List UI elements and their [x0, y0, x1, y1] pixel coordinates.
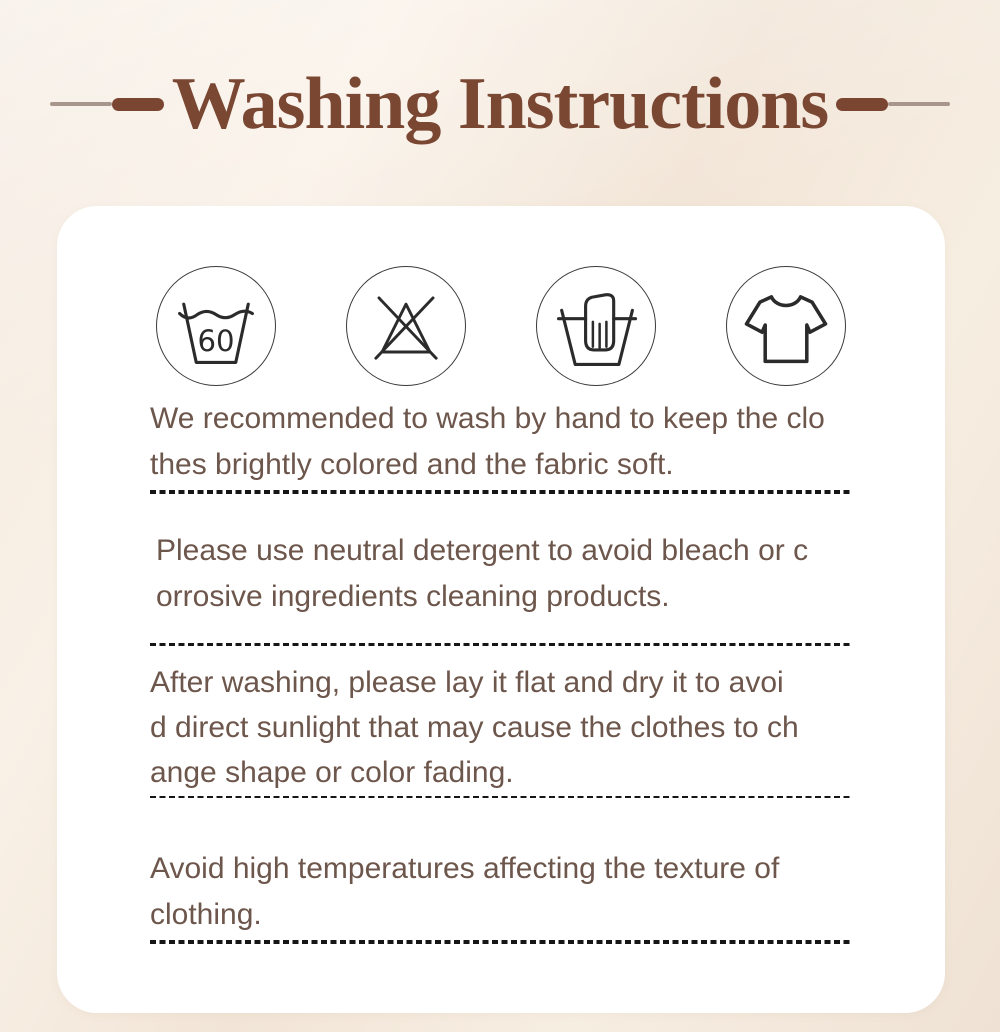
instruction-line: d direct sunlight that may cause the clothes to ch	[150, 710, 799, 744]
instruction-line: thes brightly colored and the fabric soft.	[150, 448, 674, 481]
instruction-line: orrosive ingredients cleaning products.	[156, 580, 670, 613]
wash-temperature-label: 60	[197, 323, 235, 358]
dashed-separator	[150, 796, 852, 799]
left-dash-bar	[112, 98, 164, 111]
title-right-decoration	[836, 98, 950, 111]
instruction-paragraph	[150, 528, 852, 620]
do-not-bleach-icon	[346, 266, 466, 386]
dashed-separator	[150, 940, 852, 944]
instruction-line: We recommended to wash by hand to keep the clo	[150, 402, 825, 435]
instruction-line: Please use neutral detergent to avoid bleach or c	[156, 534, 809, 567]
hand-wash-icon	[536, 266, 656, 386]
instruction-line: ange shape or color fading.	[150, 755, 514, 789]
instruction-paragraph	[150, 660, 852, 795]
title-left-decoration	[50, 98, 164, 111]
dashed-separator	[150, 490, 852, 494]
right-thin-rule	[888, 102, 950, 106]
header	[0, 60, 1000, 148]
instructions-card	[57, 206, 945, 1013]
instruction-line: After washing, please lay it flat and dry it to avoi	[150, 665, 784, 699]
instruction-paragraph	[150, 396, 852, 488]
instruction-paragraph	[150, 846, 852, 938]
right-dash-bar	[836, 98, 888, 111]
instruction-line: clothing.	[150, 898, 262, 931]
instruction-line: Avoid high temperatures affecting the texture of	[150, 852, 780, 885]
instructions-text	[150, 396, 852, 944]
t-shirt-icon	[726, 266, 846, 386]
laundry-symbols-row	[57, 206, 945, 386]
machine-wash-60-icon	[156, 266, 276, 386]
page-title: Washing Instructions	[171, 63, 829, 145]
dashed-separator	[150, 643, 852, 646]
left-thin-rule	[50, 102, 112, 106]
